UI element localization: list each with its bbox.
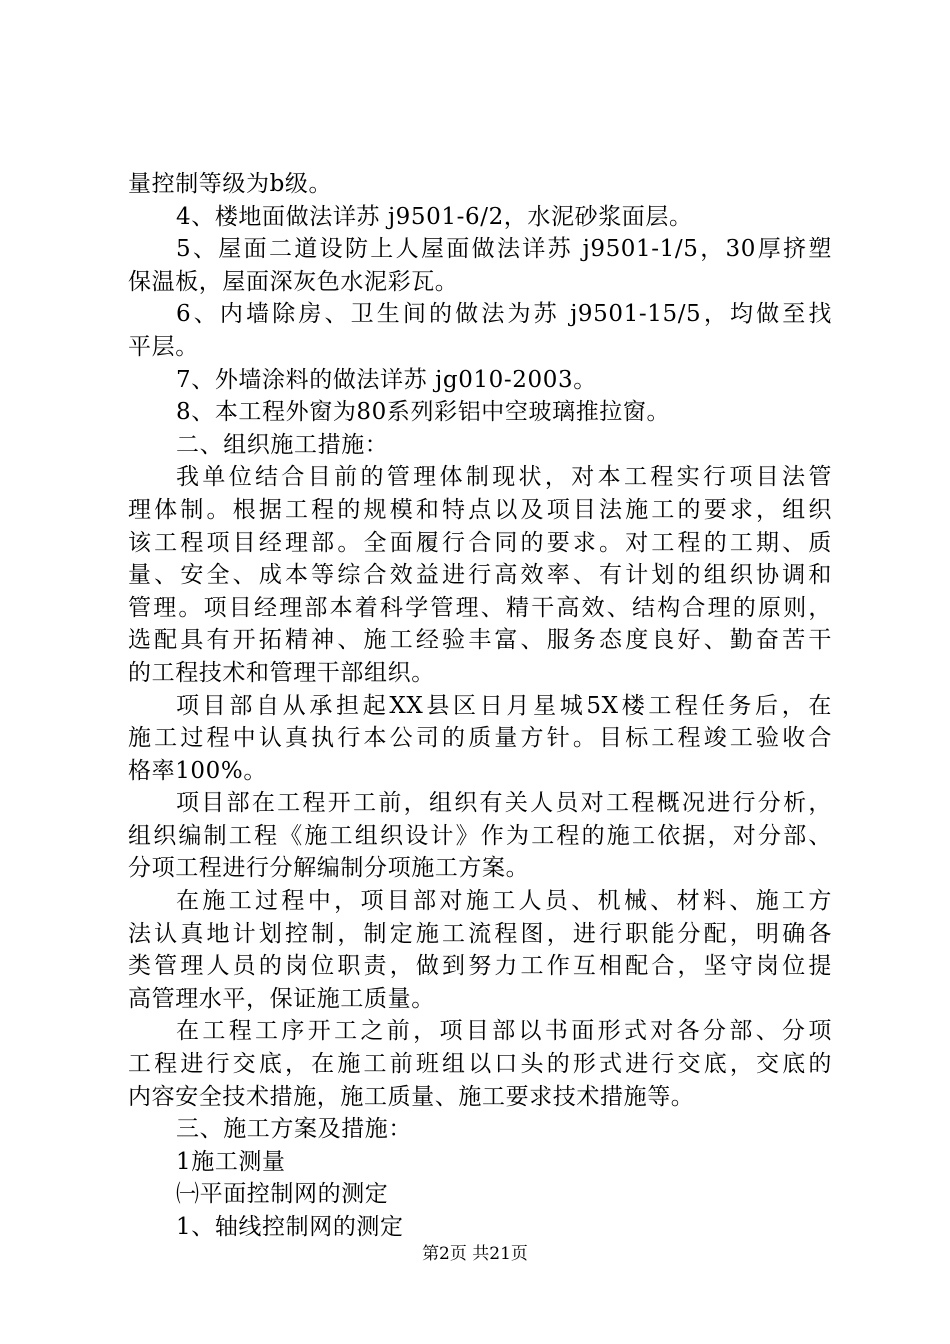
- text-line: 保温板，屋面深灰色水泥彩瓦。: [128, 268, 459, 295]
- text-line: 的工程技术和管理干部组织。: [128, 659, 435, 686]
- text-line: 6、内墙除房、卫生间的做法为苏 j9501-15/5，均做至找: [176, 301, 832, 328]
- text-line: 我单位结合目前的管理体制现状，对本工程实行项目法管: [176, 464, 832, 491]
- document-body: [128, 168, 832, 1244]
- text-line: 选配具有开拓精神、施工经验丰富、服务态度良好、勤奋苦干: [128, 627, 832, 654]
- text-line: 格率100%。: [128, 757, 267, 784]
- text-line: 理体制。根据工程的规模和特点以及项目法施工的要求，组织: [128, 496, 832, 523]
- text-line: 类管理人员的岗位职责，做到努力工作互相配合，坚守岗位提: [128, 953, 832, 980]
- text-line: 内容安全技术措施，施工质量、施工要求技术措施等。: [128, 1083, 695, 1110]
- section-heading: 三、施工方案及措施：: [176, 1116, 412, 1143]
- text-line: 7、外墙涂料的做法详苏 jg010-2003。: [176, 366, 597, 393]
- text-line: 项目部在工程开工前，组织有关人员对工程概况进行分析，: [176, 790, 832, 817]
- text-line: 在工程工序开工之前，项目部以书面形式对各分部、分项: [176, 1018, 832, 1045]
- text-line: 4、楼地面做法详苏 j9501-6/2，水泥砂浆面层。: [176, 203, 693, 230]
- text-line: 工程进行交底，在施工前班组以口头的形式进行交底，交底的: [128, 1051, 832, 1078]
- text-line: 法认真地计划控制，制定施工流程图，进行职能分配，明确各: [128, 920, 832, 947]
- text-line: 分项工程进行分解编制分项施工方案。: [128, 855, 530, 882]
- text-line: 施工过程中认真执行本公司的质量方针。目标工程竣工验收合: [128, 725, 832, 752]
- text-line: 5、屋面二道设防上人屋面做法详苏 j9501-1/5，30厚挤塑: [176, 236, 832, 263]
- text-line: 组织编制工程《施工组织设计》作为工程的施工依据，对分部、: [128, 822, 832, 849]
- subsection-heading: ㈠平面控制网的测定: [176, 1181, 389, 1208]
- page-number-footer: 第2页 共21页: [422, 1244, 528, 1264]
- text-line: 该工程项目经理部。全面履行合同的要求。对工程的工期、质: [128, 529, 832, 556]
- text-line: 平层。: [128, 333, 199, 360]
- text-line: 量控制等级为b级。: [128, 171, 333, 197]
- text-line: 高管理水平，保证施工质量。: [128, 985, 435, 1012]
- text-line: 在施工过程中，项目部对施工人员、机械、材料、施工方: [176, 888, 832, 915]
- section-heading: 二、组织施工措施：: [176, 431, 389, 458]
- subsection-heading: 1、轴线控制网的测定: [176, 1214, 404, 1240]
- text-line: 管理。项目经理部本着科学管理、精干高效、结构合理的原则，: [128, 594, 832, 621]
- text-line: 项目部自从承担起XX县区日月星城5X楼工程任务后，在: [176, 692, 832, 719]
- text-line: 8、本工程外窗为80系列彩铝中空玻璃推拉窗。: [176, 399, 671, 426]
- subsection-heading: 1施工测量: [176, 1148, 286, 1175]
- text-line: 量、安全、成本等综合效益进行高效率、有计划的组织协调和: [128, 562, 832, 589]
